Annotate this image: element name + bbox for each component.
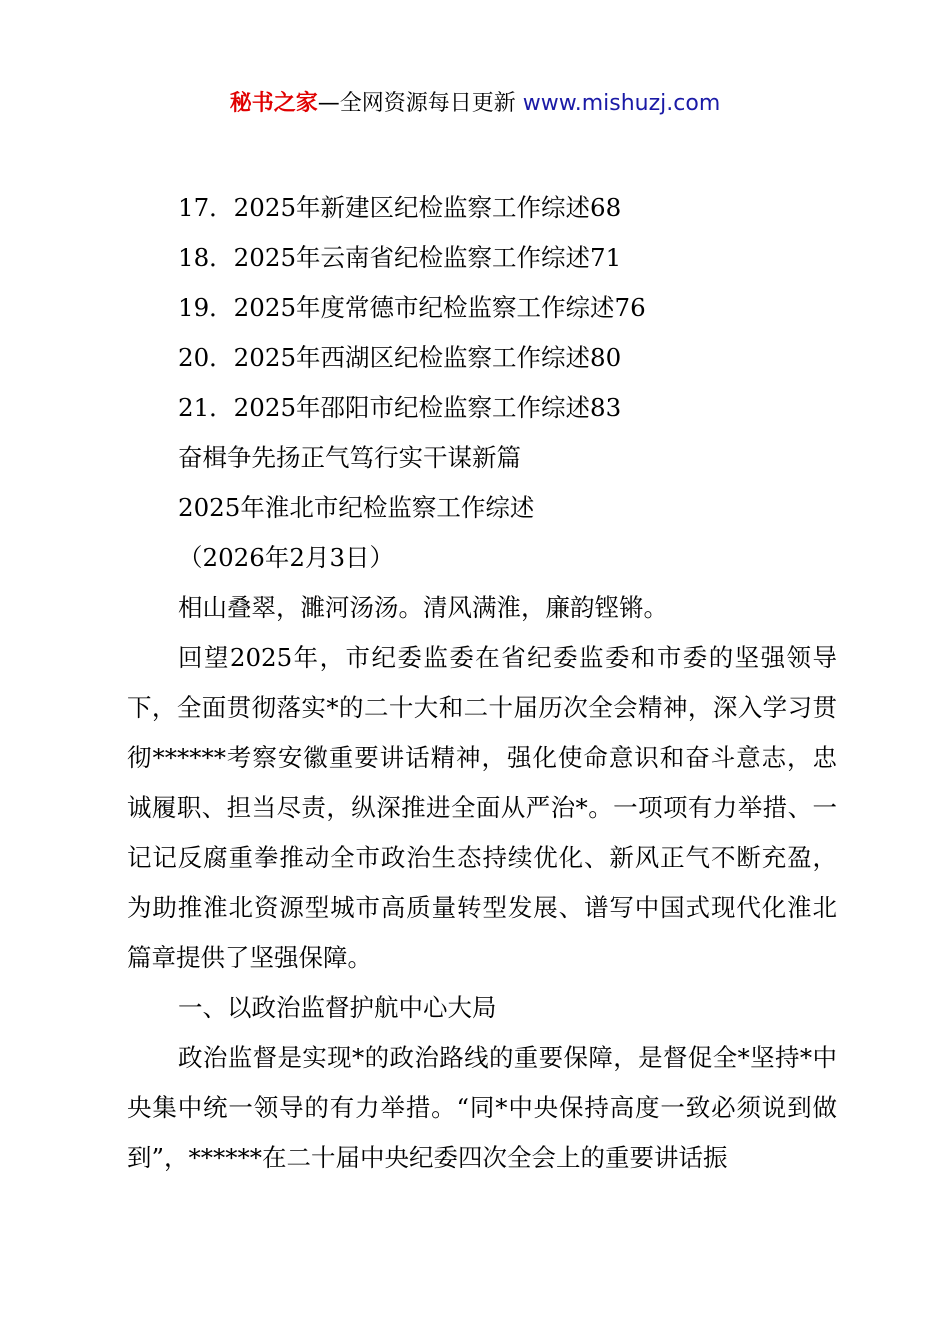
toc-item: 17．2025年新建区纪检监察工作综述68 (178, 193, 622, 222)
site-header (0, 86, 950, 122)
body-paragraph: 回望2025年，市纪委监委在省纪委监委和市委的坚强领导下，全面贯彻落实*的二十大和二十届历次全会精神，深入学习贯彻******考察安徽重要讲话精神，强化使命意识和奋斗意志，忠诚履职、担当尽责，纵深推进全面从严治*。一项项有力举措、一记记反腐重拳推动全市政治生态持续优化、新风正气不断充盈，为助推淮北资源型城市高质量转型发展、谱写中国式现代化淮北篇章提供了坚强保障。 (127, 643, 837, 972)
brand-name: 秘书之家 (229, 91, 318, 116)
toc-item: 20．2025年西湖区纪检监察工作综述80 (178, 343, 622, 372)
article-date: （2026年2月3日） (178, 543, 395, 572)
body-paragraph: 政治监督是实现*的政治路线的重要保障，是督促全*坚持*中央集中统一领导的有力举措。“同*中央保持高度一致必须说到做到”，******在二十届中央纪委四次全会上的重要讲话振 (127, 1043, 837, 1172)
article-heading: 奋楫争先扬正气笃行实干谋新篇 (178, 443, 521, 472)
article-subtitle: 2025年淮北市纪检监察工作综述 (178, 493, 535, 522)
toc-item: 21．2025年邵阳市纪检监察工作综述83 (178, 393, 622, 422)
section-title: 一、以政治监督护航中心大局 (178, 993, 497, 1022)
document-body (127, 183, 837, 1183)
site-url-link[interactable]: www.mishuzj.com (522, 91, 721, 116)
toc-item: 19．2025年度常德市纪检监察工作综述76 (178, 293, 646, 322)
toc-item: 18．2025年云南省纪检监察工作综述71 (178, 243, 622, 272)
header-tagline: —全网资源每日更新 (317, 91, 523, 116)
intro-paragraph: 相山叠翠，濉河汤汤。清风满淮，廉韵铿锵。 (178, 593, 668, 622)
